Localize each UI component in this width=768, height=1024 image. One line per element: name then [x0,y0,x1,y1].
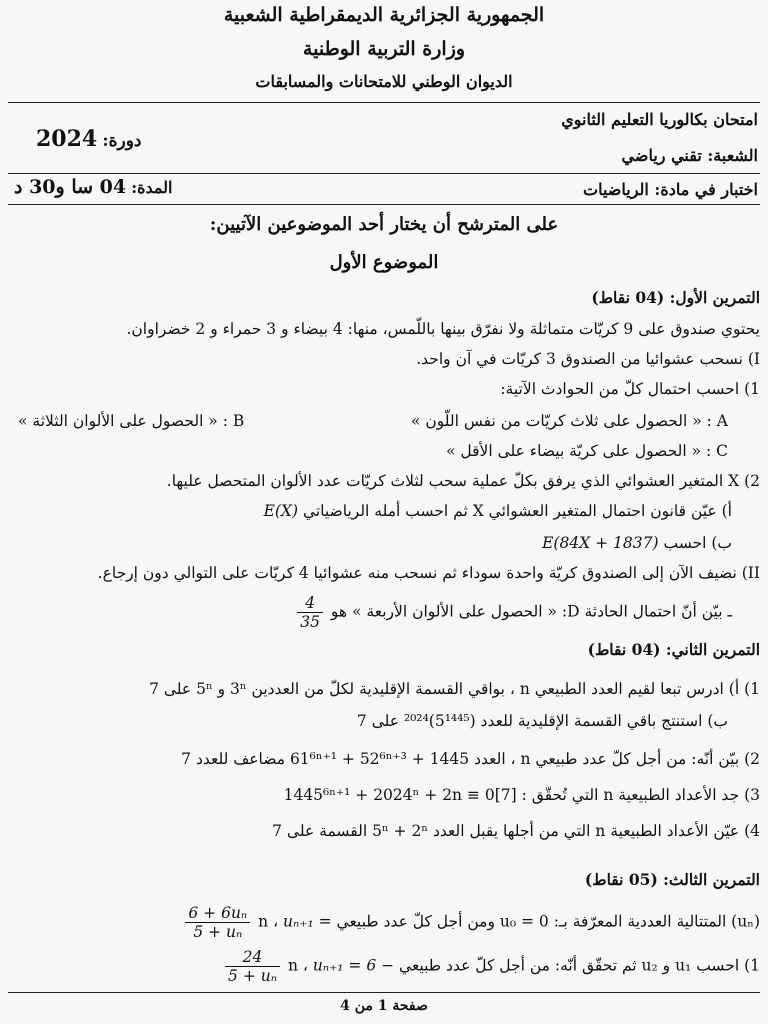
recurrence-denominator: 5 + uₙ [193,923,243,941]
footer-divider [8,992,760,993]
fraction-numerator: 4 [297,594,323,613]
q1-fraction [225,948,280,985]
branch: الشعبة: تقني رياضي [621,146,758,165]
exercise-1-part-2-question [8,594,732,631]
exercise-1-q2a-text: أ) عيّن قانون احتمال المتغير العشوائي X ثم احسب أمله الرياضياتي [302,502,732,520]
exercise-1-title: التمرين الأول: (04 نقاط) [591,288,760,307]
meta-divider [8,173,760,174]
subject-divider [8,204,760,205]
fraction-denominator: 35 [300,613,320,631]
q1-numerator: 24 [225,948,280,967]
header-divider [8,102,760,103]
exercise-3-q1-text: 1) احسب u₁ و u₂ ثم تحقّق أنّه: من أجل كلّ عدد طبيعي n ، [287,956,760,975]
exercise-1-part-1: I) نسحب عشوائيا من الصندوق 3 كريّات في آن واحد. [416,350,760,368]
office-heading: الديوان الوطني للامتحانات والمسابقات [255,72,513,91]
exercise-2-title: التمرين الثاني: (04 نقاط) [587,640,760,659]
exercise-1-intro: يحتوي صندوق على 9 كريّات متماثلة ولا نفرّق بينها باللّمس، منها: 4 بيضاء و 3 حمراء و 2 خضراوان. [126,320,760,338]
instruction: على المترشح أن يختار أحد الموضوعين الآتيين: [209,214,559,235]
ministry-heading: وزارة التربية الوطنية [302,38,466,60]
recurrence-lhs: uₙ₊₁ = [283,912,332,931]
exercise-1-q2a [8,502,732,520]
duration-label: المدة: [131,178,173,197]
exercise-2-q3: 3) جد الأعداد الطبيعية n التي تُحقّق : 1445⁶ⁿ⁺¹ + 2024ⁿ + 2n ≡ 0[7] [283,786,760,804]
exercise-3-intro-text: (uₙ) المتتالية العددية المعرّفة بـ: u₀ = 0 ومن أجل كلّ عدد طبيعي n ، [258,912,760,931]
probability-fraction [297,594,323,631]
exercise-1-q2: 2) X المتغير العشوائي الذي يرفق بكلّ عملية سحب لثلاث كريّات عدد الألوان المتحصل عليها. [166,472,760,490]
exercise-1-q2b-math: E(84X + 1837) [542,534,659,552]
exercise-1-part-2-text: ـ بيّن أنّ احتمال الحادثة D: « الحصول على الألوان الأربعة » هو [330,602,732,621]
exercise-2-q1a: 1) أ) ادرس تبعا لقيم العدد الطبيعي n ، بواقي القسمة الإقليدية لكلّ من العددين 3ⁿ و 5ⁿ على 7 [149,680,760,698]
subject: اختبار في مادة: الرياضيات [583,180,758,199]
q1-formula-lhs: uₙ₊₁ = 6 − [312,956,395,975]
republic-heading: الجمهورية الجزائرية الديمقراطية الشعبية [223,4,545,26]
q1-denominator: 5 + uₙ [228,967,278,985]
exercise-3-q1 [8,948,760,985]
exercise-2-q2: 2) بيّن أنّه: من أجل كلّ عدد طبيعي n ، العدد 61⁶ⁿ⁺¹ + 52⁶ⁿ⁺³ + 1445 مضاعف للعدد 7 [181,750,760,768]
event-b: B : « الحصول على الألوان الثلاثة » [18,412,245,430]
session-year: 2024 [36,126,98,152]
exercise-2-q4: 4) عيّن الأعداد الطبيعية n التي من أجلها يقبل العدد 5ⁿ + 2ⁿ القسمة على 7 [272,822,760,840]
exercise-1-q2a-math: E(X) [263,502,299,520]
exercise-1-q1: 1) احسب احتمال كلّ من الحوادث الآتية: [500,380,760,398]
session [36,126,142,152]
event-a: A : « الحصول على ثلاث كريّات من نفس اللّون » [411,412,728,430]
duration-value: 04 سا و30 د [14,176,127,198]
session-label: دورة: [102,131,142,151]
exercise-1-q2b [8,534,732,552]
duration [14,176,172,198]
exercise-1-q2b-text: ب) احسب [663,534,732,552]
event-c: C : « الحصول على كريّة بيضاء على الأقل » [445,442,728,460]
recurrence-fraction [185,904,250,941]
exercise-1-part-2: II) نضيف الآن إلى الصندوق كريّة واحدة سوداء ثم نسحب منه عشوائيا 4 كريّات على التوالي دون إرجاع. [97,564,760,582]
exercise-2-q1b: ب) استنتج باقي القسمة الإقليدية للعدد (5¹⁴⁴⁵)²⁰²⁴ على 7 [356,712,728,730]
exercise-3-title: التمرين الثالث: (05 نقاط) [584,870,760,889]
topic-title: الموضوع الأول [329,252,439,273]
exam-name: امتحان بكالوريا التعليم الثانوي [561,110,758,129]
recurrence-numerator: 6 + 6uₙ [185,904,250,923]
page-number: صفحة 1 من 4 [340,998,428,1014]
exercise-3-intro [8,904,760,941]
